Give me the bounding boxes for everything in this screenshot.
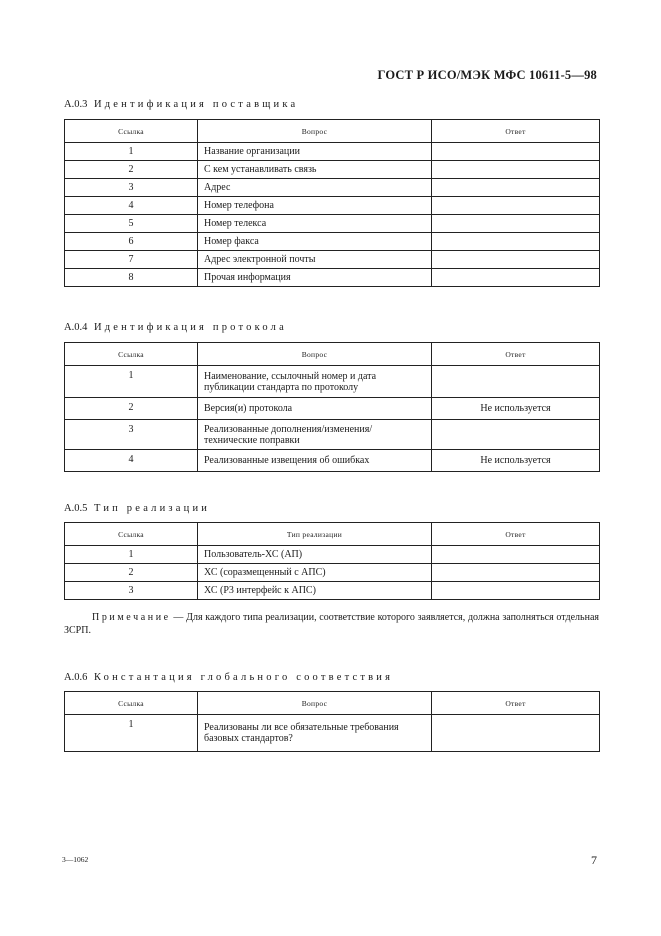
ref-cell: 3 bbox=[65, 179, 198, 197]
answer-cell[interactable] bbox=[432, 143, 600, 161]
note-paragraph bbox=[64, 611, 599, 637]
ref-cell: 5 bbox=[65, 215, 198, 233]
ref-cell: 1 bbox=[65, 546, 198, 564]
column-header-answer: Ответ bbox=[432, 523, 600, 546]
table-row bbox=[65, 715, 600, 752]
question-cell: Адрес электронной почты bbox=[198, 251, 432, 269]
table-row bbox=[65, 143, 600, 161]
section-title-protocol bbox=[64, 322, 287, 333]
section-number: А.0.6 bbox=[64, 672, 88, 683]
supplier-table bbox=[64, 119, 600, 287]
answer-cell[interactable] bbox=[432, 215, 600, 233]
footer-code: 3—1062 bbox=[62, 855, 89, 864]
question-cell: Реализованные извещения об ошибках bbox=[198, 450, 432, 472]
section-title-supplier bbox=[64, 99, 298, 110]
ref-cell: 2 bbox=[65, 161, 198, 179]
table-header-row bbox=[65, 523, 600, 546]
answer-cell[interactable] bbox=[432, 251, 600, 269]
section-name: Идентификация поставщика bbox=[93, 99, 299, 110]
column-header-question: Вопрос bbox=[198, 343, 432, 366]
type-cell: ХС (соразмещенный с АПС) bbox=[198, 564, 432, 582]
answer-cell[interactable] bbox=[432, 582, 600, 600]
question-cell: Прочая информация bbox=[198, 269, 432, 287]
question-cell: Номер телекса bbox=[198, 215, 432, 233]
section-name: Тип реализации bbox=[93, 503, 211, 514]
section-number: А.0.4 bbox=[64, 322, 88, 333]
column-header-question: Вопрос bbox=[198, 692, 432, 715]
answer-cell[interactable] bbox=[432, 161, 600, 179]
global-conformance-table bbox=[64, 691, 600, 752]
answer-cell[interactable] bbox=[432, 564, 600, 582]
section-name: Идентификация протокола bbox=[93, 322, 287, 333]
answer-cell[interactable] bbox=[432, 233, 600, 251]
ref-cell: 8 bbox=[65, 269, 198, 287]
column-header-ref: Ссылка bbox=[65, 692, 198, 715]
ref-cell: 7 bbox=[65, 251, 198, 269]
type-cell: Пользователь-ХС (АП) bbox=[198, 546, 432, 564]
ref-cell: 3 bbox=[65, 420, 198, 450]
type-cell: ХС (Р3 интерфейс к АПС) bbox=[198, 582, 432, 600]
ref-cell: 6 bbox=[65, 233, 198, 251]
column-header-answer: Ответ bbox=[432, 692, 600, 715]
question-cell: Версия(и) протокола bbox=[198, 398, 432, 420]
column-header-type: Тип реализации bbox=[198, 523, 432, 546]
ref-cell: 1 bbox=[65, 143, 198, 161]
table-row bbox=[65, 564, 600, 582]
question-cell: Номер телефона bbox=[198, 197, 432, 215]
question-cell: Реализованы ли все обязательные требования базовых стандартов? bbox=[198, 715, 432, 752]
ref-cell: 2 bbox=[65, 564, 198, 582]
table-row bbox=[65, 251, 600, 269]
question-cell: С кем устанавливать связь bbox=[198, 161, 432, 179]
column-header-ref: Ссылка bbox=[65, 343, 198, 366]
ref-cell: 1 bbox=[65, 366, 198, 398]
answer-cell[interactable] bbox=[432, 179, 600, 197]
question-cell: Адрес bbox=[198, 179, 432, 197]
answer-cell[interactable] bbox=[432, 197, 600, 215]
column-header-ref: Ссылка bbox=[65, 523, 198, 546]
answer-cell[interactable] bbox=[432, 715, 600, 752]
section-name: Константация глобального соответствия bbox=[93, 672, 394, 683]
answer-cell[interactable] bbox=[432, 269, 600, 287]
answer-cell[interactable]: Не используется bbox=[432, 450, 600, 472]
document-header: ГОСТ Р ИСО/МЭК МФС 10611-5—98 bbox=[377, 68, 597, 82]
note-text: — Для каждого типа реализации, соответствие которого заявляется, должна заполняться отдельная ЗСРП. bbox=[64, 612, 599, 636]
section-number: А.0.5 bbox=[64, 503, 88, 514]
table-row bbox=[65, 215, 600, 233]
table-row bbox=[65, 398, 600, 420]
question-cell: Наименование, ссылочный номер и дата публикации стандарта по протоколу bbox=[198, 366, 432, 398]
table-row bbox=[65, 233, 600, 251]
section-title-implementation-type bbox=[64, 503, 210, 514]
column-header-question: Вопрос bbox=[198, 120, 432, 143]
page-number: 7 bbox=[591, 853, 597, 867]
table-row bbox=[65, 546, 600, 564]
section-title-global-conformance bbox=[64, 672, 393, 683]
ref-cell: 4 bbox=[65, 450, 198, 472]
ref-cell: 3 bbox=[65, 582, 198, 600]
table-row bbox=[65, 450, 600, 472]
section-number: А.0.3 bbox=[64, 99, 88, 110]
question-cell: Реализованные дополнения/изменения/ технические поправки bbox=[198, 420, 432, 450]
table-header-row bbox=[65, 343, 600, 366]
answer-cell[interactable] bbox=[432, 366, 600, 398]
ref-cell: 2 bbox=[65, 398, 198, 420]
note-label: Примечание bbox=[92, 612, 171, 623]
table-row bbox=[65, 420, 600, 450]
table-row bbox=[65, 161, 600, 179]
table-row bbox=[65, 269, 600, 287]
question-cell: Название организации bbox=[198, 143, 432, 161]
question-cell: Номер факса bbox=[198, 233, 432, 251]
column-header-ref: Ссылка bbox=[65, 120, 198, 143]
column-header-answer: Ответ bbox=[432, 343, 600, 366]
column-header-answer: Ответ bbox=[432, 120, 600, 143]
table-header-row bbox=[65, 120, 600, 143]
ref-cell: 1 bbox=[65, 715, 198, 752]
ref-cell: 4 bbox=[65, 197, 198, 215]
answer-cell[interactable] bbox=[432, 420, 600, 450]
answer-cell[interactable] bbox=[432, 546, 600, 564]
table-row bbox=[65, 197, 600, 215]
answer-cell[interactable]: Не используется bbox=[432, 398, 600, 420]
protocol-table bbox=[64, 342, 600, 472]
table-row bbox=[65, 179, 600, 197]
table-header-row bbox=[65, 692, 600, 715]
table-row bbox=[65, 582, 600, 600]
implementation-type-table bbox=[64, 522, 600, 600]
table-row bbox=[65, 366, 600, 398]
